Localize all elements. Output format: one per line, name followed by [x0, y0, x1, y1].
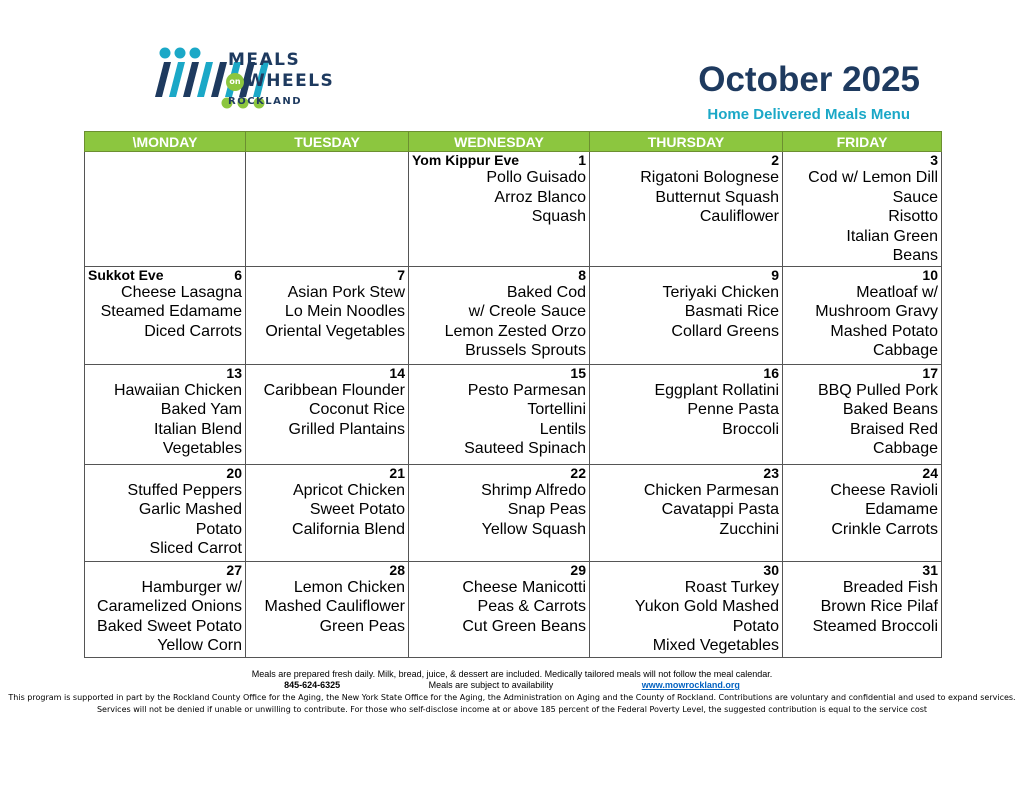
menu-item: Asian Pork Stew [287, 283, 405, 301]
menu-item: Breaded Fish [842, 578, 938, 596]
day-number: 29 [570, 561, 586, 578]
menu-item: Peas & Carrots [477, 598, 586, 615]
weekday-header-row [85, 132, 942, 152]
day-header [593, 268, 779, 283]
menu-item: Sliced Carrot [149, 540, 242, 557]
logo-wheels-text: WHEELS [246, 71, 335, 91]
menu-item: Brussels Sprouts [465, 342, 586, 359]
day-cell [246, 152, 409, 267]
day-header [412, 563, 586, 578]
menu-item: Baked Beans [842, 401, 938, 418]
menu-item: Hamburger w/ [141, 578, 242, 596]
weekday-header: WEDNESDAY [409, 132, 590, 152]
footer-availability: Meals are subject to availability [428, 680, 554, 690]
menu-item: Arroz Blanco [494, 188, 586, 206]
menu-item: Coconut Rice [308, 401, 405, 418]
menu-item: Lemon Chicken [293, 578, 405, 596]
day-header [88, 268, 242, 283]
menu-item: Italian Blend [153, 420, 242, 438]
day-number: 10 [922, 266, 938, 283]
day-cell [409, 464, 590, 561]
day-cell [85, 464, 246, 561]
day-header [786, 153, 938, 168]
menu-item: Cut Green Beans [462, 617, 586, 635]
day-cell [783, 152, 942, 267]
day-number: 23 [763, 464, 779, 481]
day-number: 21 [389, 464, 405, 481]
day-cell [246, 364, 409, 464]
day-header [786, 563, 938, 578]
week-row [85, 266, 942, 364]
menu-item: BBQ Pulled Pork [817, 381, 938, 399]
menu-item: Sauce [892, 188, 938, 206]
day-number: 30 [763, 561, 779, 578]
menu-item: Cheese Manicotti [462, 578, 586, 596]
menu-item: Edamame [865, 501, 938, 518]
menu-item: Mushroom Gravy [815, 303, 938, 320]
weekday-header: \MONDAY [85, 132, 246, 152]
menu-item: Baked Sweet Potato [97, 617, 242, 635]
day-cell [590, 464, 783, 561]
day-number: 6 [234, 266, 242, 283]
day-header [249, 563, 405, 578]
day-number: 15 [570, 364, 586, 381]
day-header [593, 563, 779, 578]
day-number: 3 [930, 152, 938, 168]
menu-item: Eggplant Rollatini [654, 381, 779, 399]
menu-item: Broccoli [722, 420, 779, 438]
day-cell [85, 266, 246, 364]
menu-item: Brown Rice Pilaf [820, 598, 938, 615]
menu-item: Sweet Potato [309, 501, 405, 518]
week-row [85, 152, 942, 267]
day-number: 22 [570, 464, 586, 481]
day-header [593, 466, 779, 481]
day-number: 20 [226, 464, 242, 481]
logo-meals-text: MEALS [228, 50, 301, 70]
day-cell [246, 464, 409, 561]
menu-item: Mashed Potato [830, 322, 938, 340]
day-cell [590, 561, 783, 657]
weekday-header: TUESDAY [246, 132, 409, 152]
week-row [85, 561, 942, 657]
holiday-label: Yom Kippur Eve [412, 152, 520, 168]
menu-item: Oriental Vegetables [265, 322, 405, 340]
day-cell [783, 561, 942, 657]
day-header [412, 366, 586, 381]
menu-item: Steamed Edamame [100, 303, 242, 320]
footer-disclaimer: This program is supported in part by the Rockland County Office for the Aging, the New York State Office for the Aging, the Administration on Aging and the County of Rockland. Contributions are voluntary and confidential and used to expand services. Services will not be denied if unable or unwilling to contribute. For those who self-disclose income at or above 185 percent of the Federal Poverty Level, the suggested contribution is equal to the service cost [8, 693, 1016, 714]
holiday-label: Sukkot Eve [88, 266, 164, 283]
menu-item: w/ Creole Sauce [468, 303, 586, 320]
logo-rockland-text: ROCKLAND [228, 96, 303, 107]
day-header [412, 268, 586, 283]
footer-contact [0, 680, 1024, 691]
menu-item: Chicken Parmesan [643, 481, 779, 499]
day-number: 7 [397, 266, 405, 283]
day-cell [783, 266, 942, 364]
menu-item: Braised Red [849, 420, 938, 438]
menu-item: Tortellini [527, 401, 586, 418]
day-cell [409, 364, 590, 464]
menu-item: Yellow Corn [157, 637, 242, 654]
menu-item: Cauliflower [699, 208, 779, 225]
menu-item: Garlic Mashed [138, 501, 242, 518]
menu-item: Pollo Guisado [486, 169, 586, 186]
menu-item: Steamed Broccoli [812, 617, 938, 635]
menu-item: Baked Yam [160, 401, 242, 418]
menu-item: Penne Pasta [687, 401, 779, 418]
day-cell [590, 266, 783, 364]
menu-item: Butternut Squash [655, 188, 779, 206]
menu-item: Basmati Rice [684, 303, 779, 320]
menu-item: Sauteed Spinach [464, 440, 586, 457]
day-number: 2 [771, 152, 779, 168]
day-header [412, 466, 586, 481]
menu-item: Shrimp Alfredo [481, 481, 586, 499]
day-cell [590, 364, 783, 464]
day-header [88, 563, 242, 578]
day-number: 28 [389, 561, 405, 578]
menu-item: Lemon Zested Orzo [444, 322, 586, 340]
menu-item: Potato [732, 617, 779, 635]
menu-item: Caribbean Flounder [263, 381, 405, 399]
menu-item: Cod w/ Lemon Dill [808, 169, 938, 186]
menu-item: Potato [195, 520, 242, 538]
day-header [249, 366, 405, 381]
day-cell [246, 561, 409, 657]
menu-item: Zucchini [719, 520, 779, 538]
day-header [786, 366, 938, 381]
day-header [249, 466, 405, 481]
menu-item: Grilled Plantains [288, 420, 405, 438]
menu-item: Mashed Cauliflower [264, 598, 405, 615]
menu-calendar [84, 131, 942, 658]
menu-item: Risotto [888, 208, 938, 225]
day-number: 13 [226, 364, 242, 381]
menu-item: Collard Greens [671, 322, 779, 340]
page-subtitle: Home Delivered Meals Menu [707, 106, 910, 123]
page-title: October 2025 [698, 60, 920, 99]
menu-item: Cavatappi Pasta [661, 501, 779, 518]
day-header [412, 153, 586, 168]
weekday-header: THURSDAY [590, 132, 783, 152]
menu-item: Meatloaf w/ [856, 283, 938, 301]
day-cell [590, 152, 783, 267]
day-cell [783, 464, 942, 561]
day-header [249, 268, 405, 283]
menu-item: Yellow Squash [481, 520, 586, 538]
menu-item: Cheese Ravioli [830, 481, 938, 499]
menu-item: Crinkle Carrots [831, 520, 938, 538]
week-row [85, 364, 942, 464]
menu-item: Apricot Chicken [292, 481, 405, 499]
day-header [88, 466, 242, 481]
day-header [786, 268, 938, 283]
menu-item: Snap Peas [507, 501, 586, 518]
menu-item: Green Peas [319, 617, 405, 635]
day-cell [85, 364, 246, 464]
day-number: 24 [922, 464, 938, 481]
menu-item: Lentils [539, 420, 586, 438]
menu-item: Cheese Lasagna [121, 283, 242, 301]
day-cell [409, 266, 590, 364]
menu-item: Mixed Vegetables [652, 637, 779, 654]
menu-item: Cabbage [873, 342, 938, 359]
day-number: 31 [922, 561, 938, 578]
menu-item: Hawaiian Chicken [113, 381, 242, 399]
day-cell [409, 561, 590, 657]
day-number: 8 [578, 266, 586, 283]
menu-item: Italian Green [846, 227, 938, 245]
menu-item: Cabbage [873, 440, 938, 457]
menu-item: Lo Mein Noodles [284, 303, 405, 320]
menu-item: Rigatoni Bolognese [640, 169, 779, 186]
menu-item: Caramelized Onions [97, 598, 242, 615]
menu-item: California Blend [292, 520, 405, 538]
day-number: 27 [226, 561, 242, 578]
day-number: 16 [763, 364, 779, 381]
footer-phone: 845-624-6325 [284, 680, 341, 690]
day-cell [783, 364, 942, 464]
menu-item: Roast Turkey [684, 578, 779, 596]
day-cell [409, 152, 590, 267]
menu-item: Beans [892, 247, 938, 264]
menu-item: Teriyaki Chicken [662, 283, 779, 301]
day-header [593, 366, 779, 381]
menu-item: Pesto Parmesan [467, 381, 586, 399]
menu-item: Baked Cod [506, 283, 586, 301]
footer-website-link[interactable]: www.mowrockland.org [641, 680, 740, 690]
day-cell [85, 561, 246, 657]
day-header [593, 153, 779, 168]
menu-item: Diced Carrots [144, 322, 242, 340]
weekday-header: FRIDAY [783, 132, 942, 152]
day-number: 14 [389, 364, 405, 381]
day-header [786, 466, 938, 481]
day-number: 9 [771, 266, 779, 283]
day-number: 17 [922, 364, 938, 381]
menu-item: Stuffed Peppers [127, 481, 242, 499]
day-cell [85, 152, 246, 267]
logo-on-badge: on [226, 73, 244, 91]
menu-item: Vegetables [162, 440, 242, 457]
day-cell [246, 266, 409, 364]
day-number: 1 [578, 152, 586, 168]
week-row [85, 464, 942, 561]
footer-note: Meals are prepared fresh daily. Milk, bread, juice, & dessert are included. Medically tailored meals will not follow the meal calendar. [251, 669, 773, 679]
menu-item: Squash [531, 208, 586, 225]
day-header [88, 366, 242, 381]
menu-item: Yukon Gold Mashed [634, 598, 779, 615]
